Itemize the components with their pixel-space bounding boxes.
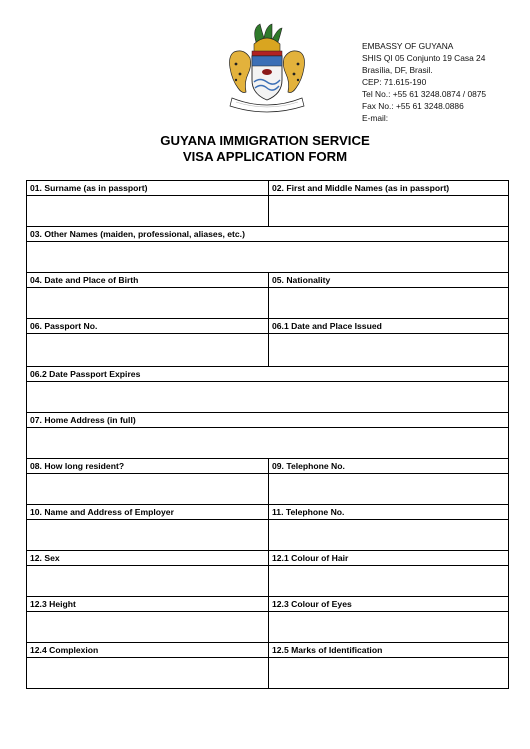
embassy-fax: Fax No.: +55 61 3248.0886: [362, 101, 464, 111]
passport-expiry-label: 06.2 Date Passport Expires: [27, 367, 509, 382]
identification-marks-label: 12.5 Marks of Identification: [269, 643, 509, 658]
height-field[interactable]: [27, 612, 269, 643]
hair-colour-label: 12.1 Colour of Hair: [269, 551, 509, 566]
sex-field[interactable]: [27, 566, 269, 597]
coat-of-arms-logo: [222, 22, 312, 114]
employer-telephone-label: 11. Telephone No.: [269, 505, 509, 520]
embassy-name: EMBASSY OF GUYANA: [362, 41, 454, 51]
passport-number-label: 06. Passport No.: [27, 319, 269, 334]
home-telephone-field[interactable]: [269, 474, 509, 505]
first-middle-names-field[interactable]: [269, 196, 509, 227]
height-label: 12.3 Height: [27, 597, 269, 612]
home-address-label: 07. Home Address (in full): [27, 413, 509, 428]
employer-telephone-field[interactable]: [269, 520, 509, 551]
passport-issued-label: 06.1 Date and Place Issued: [269, 319, 509, 334]
complexion-label: 12.4 Complexion: [27, 643, 269, 658]
embassy-postcode: CEP: 71.615-190: [362, 77, 427, 87]
other-names-label: 03. Other Names (maiden, professional, aliases, etc.): [27, 227, 509, 242]
surname-label: 01. Surname (as in passport): [27, 181, 269, 196]
complexion-field[interactable]: [27, 658, 269, 689]
birth-date-place-field[interactable]: [27, 288, 269, 319]
passport-number-field[interactable]: [27, 334, 269, 367]
other-names-field[interactable]: [27, 242, 509, 273]
first-middle-names-label: 02. First and Middle Names (as in passport): [269, 181, 509, 196]
visa-application-table: [26, 180, 509, 689]
embassy-address-block: [362, 40, 486, 124]
residence-duration-field[interactable]: [27, 474, 269, 505]
eye-colour-field[interactable]: [269, 612, 509, 643]
nationality-field[interactable]: [269, 288, 509, 319]
employer-field[interactable]: [27, 520, 269, 551]
embassy-city: Brasília, DF, Brasil.: [362, 65, 433, 75]
birth-date-place-label: 04. Date and Place of Birth: [27, 273, 269, 288]
home-address-field[interactable]: [27, 428, 509, 459]
form-title: [0, 133, 530, 165]
hair-colour-field[interactable]: [269, 566, 509, 597]
identification-marks-field[interactable]: [269, 658, 509, 689]
passport-expiry-field[interactable]: [27, 382, 509, 413]
agency-title: GUYANA IMMIGRATION SERVICE: [160, 133, 370, 148]
eye-colour-label: 12.3 Colour of Eyes: [269, 597, 509, 612]
form-name-title: VISA APPLICATION FORM: [182, 149, 348, 164]
embassy-telephone: Tel No.: +55 61 3248.0874 / 0875: [362, 89, 487, 99]
embassy-street: SHIS QI 05 Conjunto 19 Casa 24: [362, 53, 486, 63]
residence-duration-label: 08. How long resident?: [27, 459, 269, 474]
home-telephone-label: 09. Telephone No.: [269, 459, 509, 474]
embassy-email: E-mail:: [362, 113, 389, 123]
sex-label: 12. Sex: [27, 551, 269, 566]
surname-field[interactable]: [27, 196, 269, 227]
employer-label: 10. Name and Address of Employer: [27, 505, 269, 520]
passport-issued-field[interactable]: [269, 334, 509, 367]
nationality-label: 05. Nationality: [269, 273, 509, 288]
